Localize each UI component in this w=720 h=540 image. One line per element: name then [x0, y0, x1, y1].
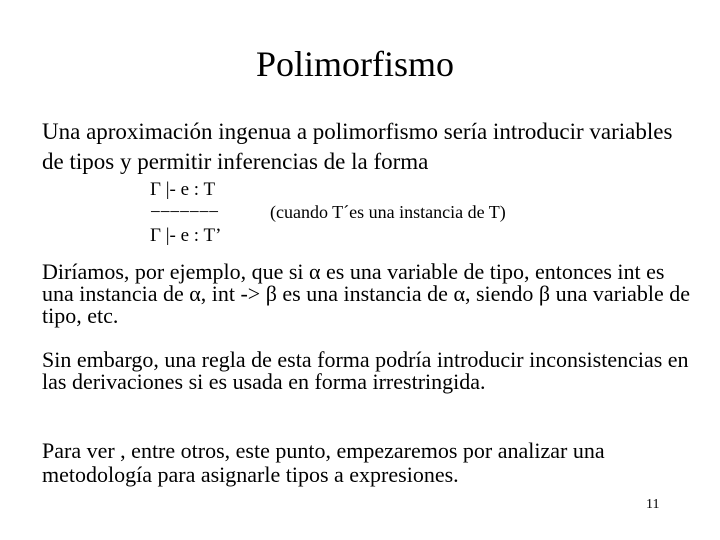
paragraph-example: Diríamos, por ejemplo, que si α es una variable de tipo, entonces int es una instancia de α, int -> β es una instancia de α, siendo β una variable de tipo, etc.: [42, 259, 690, 328]
page-number: 11: [646, 497, 660, 512]
rule-bar: −−−−−−−: [150, 202, 219, 223]
inference-rule: [150, 178, 221, 247]
rule-conclusion: Γ |- e : T’: [150, 225, 222, 246]
paragraph-methodology: Para ver , entre otros, este punto, empezaremos por analizar una metodología para asignarle tipos a expresiones.: [42, 438, 605, 487]
paragraph-intro: Una aproximación ingenua a polimorfismo sería introducir variables de tipos y permitir inferencias de la forma: [42, 119, 673, 174]
slide-title: Polimorfismo: [255, 44, 455, 84]
rule-premise: Γ |- e : T: [150, 179, 216, 200]
rule-note: (cuando T´es una instancia de T): [270, 202, 506, 222]
paragraph-inconsistency: Sin embargo, una regla de esta forma podría introducir inconsistencias en las derivaciones si es usada en forma irrestringida.: [42, 347, 689, 394]
